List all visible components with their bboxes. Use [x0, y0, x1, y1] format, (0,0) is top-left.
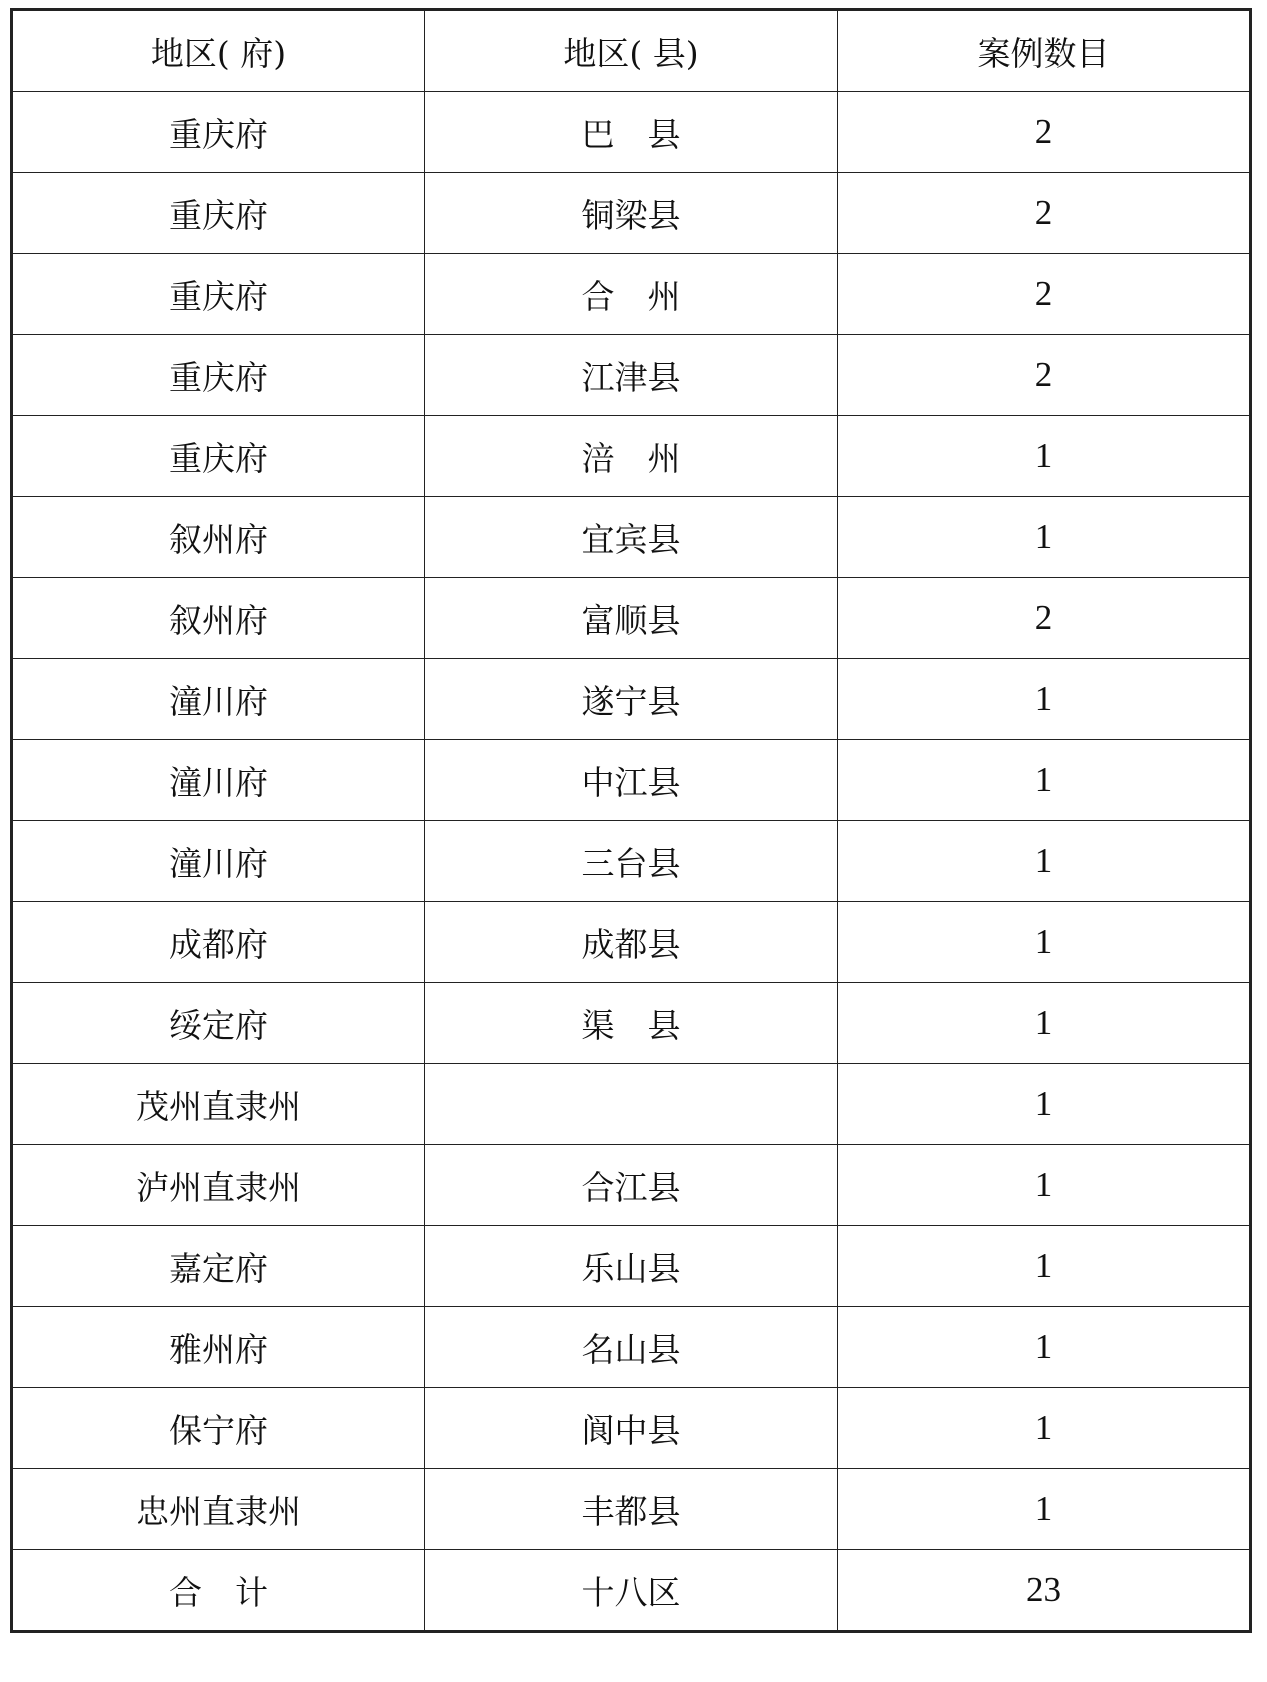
table-row [12, 659, 1251, 740]
case-count-cell: 1 [838, 740, 1251, 821]
table-row [12, 92, 1251, 173]
case-count-cell: 1 [838, 1145, 1251, 1226]
prefecture-cell: 潼川府 [12, 659, 425, 740]
prefecture-cell: 潼川府 [12, 821, 425, 902]
table-body [12, 92, 1251, 1632]
prefecture-cell: 成都府 [12, 902, 425, 983]
prefecture-cell: 嘉定府 [12, 1226, 425, 1307]
county-cell [425, 1064, 838, 1145]
county-cell: 宜宾县 [425, 497, 838, 578]
header-case-count: 案例数目 [838, 10, 1251, 92]
prefecture-cell: 雅州府 [12, 1307, 425, 1388]
prefecture-cell: 重庆府 [12, 416, 425, 497]
case-count-cell: 2 [838, 578, 1251, 659]
prefecture-cell: 泸州直隶州 [12, 1145, 425, 1226]
prefecture-cell: 重庆府 [12, 92, 425, 173]
county-cell: 阆中县 [425, 1388, 838, 1469]
table-row [12, 740, 1251, 821]
county-cell: 中江县 [425, 740, 838, 821]
table-row [12, 254, 1251, 335]
prefecture-cell: 绥定府 [12, 983, 425, 1064]
case-count-cell: 1 [838, 1469, 1251, 1550]
case-count-cell: 1 [838, 497, 1251, 578]
total-row [12, 1550, 1251, 1632]
prefecture-cell: 合 计 [12, 1550, 425, 1632]
case-count-cell: 1 [838, 1064, 1251, 1145]
county-cell: 成都县 [425, 902, 838, 983]
table-row [12, 902, 1251, 983]
table-row [12, 497, 1251, 578]
county-cell: 合 州 [425, 254, 838, 335]
case-count-cell: 1 [838, 821, 1251, 902]
case-count-table [10, 8, 1252, 1633]
county-cell: 丰都县 [425, 1469, 838, 1550]
case-count-cell: 1 [838, 1388, 1251, 1469]
case-count-cell: 2 [838, 335, 1251, 416]
county-cell: 巴 县 [425, 92, 838, 173]
table-row [12, 1145, 1251, 1226]
prefecture-cell: 茂州直隶州 [12, 1064, 425, 1145]
county-cell: 铜梁县 [425, 173, 838, 254]
table-row [12, 1469, 1251, 1550]
table-row [12, 578, 1251, 659]
table-row [12, 335, 1251, 416]
county-cell: 乐山县 [425, 1226, 838, 1307]
table-row [12, 1307, 1251, 1388]
prefecture-cell: 重庆府 [12, 335, 425, 416]
county-cell: 江津县 [425, 335, 838, 416]
table-row [12, 821, 1251, 902]
case-count-cell: 2 [838, 92, 1251, 173]
header-prefecture: 地区( 府) [12, 10, 425, 92]
county-cell: 三台县 [425, 821, 838, 902]
table-row [12, 416, 1251, 497]
county-cell: 渠 县 [425, 983, 838, 1064]
prefecture-cell: 重庆府 [12, 173, 425, 254]
case-count-cell: 1 [838, 1226, 1251, 1307]
county-cell: 十八区 [425, 1550, 838, 1632]
table-header [12, 10, 1251, 92]
case-count-cell: 1 [838, 416, 1251, 497]
header-row [12, 10, 1251, 92]
case-count-cell: 1 [838, 902, 1251, 983]
table-row [12, 1388, 1251, 1469]
case-count-cell: 23 [838, 1550, 1251, 1632]
prefecture-cell: 叙州府 [12, 497, 425, 578]
table-row [12, 1064, 1251, 1145]
prefecture-cell: 叙州府 [12, 578, 425, 659]
table-row [12, 173, 1251, 254]
county-cell: 名山县 [425, 1307, 838, 1388]
header-county: 地区( 县) [425, 10, 838, 92]
prefecture-cell: 保宁府 [12, 1388, 425, 1469]
prefecture-cell: 重庆府 [12, 254, 425, 335]
case-count-cell: 2 [838, 254, 1251, 335]
table-row [12, 983, 1251, 1064]
county-cell: 遂宁县 [425, 659, 838, 740]
case-count-cell: 1 [838, 983, 1251, 1064]
county-cell: 涪 州 [425, 416, 838, 497]
case-count-cell: 2 [838, 173, 1251, 254]
case-table-container [10, 8, 1252, 1633]
prefecture-cell: 忠州直隶州 [12, 1469, 425, 1550]
case-count-cell: 1 [838, 1307, 1251, 1388]
case-count-cell: 1 [838, 659, 1251, 740]
county-cell: 富顺县 [425, 578, 838, 659]
county-cell: 合江县 [425, 1145, 838, 1226]
table-row [12, 1226, 1251, 1307]
prefecture-cell: 潼川府 [12, 740, 425, 821]
